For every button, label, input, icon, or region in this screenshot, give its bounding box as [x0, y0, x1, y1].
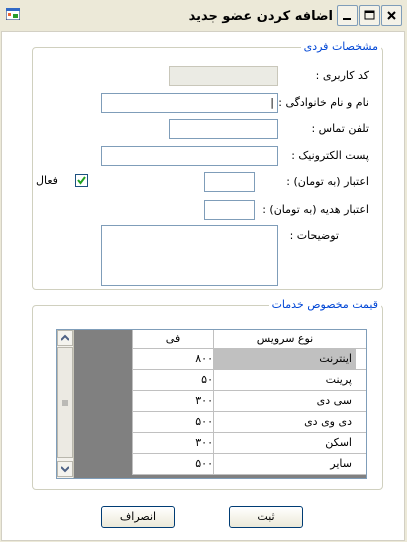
submit-button[interactable]: ثبت	[229, 506, 303, 528]
service-cell[interactable]: دی وی دی	[213, 412, 356, 433]
arrow-down-icon	[61, 465, 69, 473]
gift-credit-label: اعتبار هدیه (به تومان) :	[262, 203, 369, 216]
fee-cell[interactable]: ۳۰۰	[132, 433, 213, 454]
title-bar	[0, 0, 407, 32]
user-code-field	[169, 66, 278, 86]
close-button[interactable]	[381, 5, 402, 26]
personal-info-group-title: مشخصات فردی	[301, 40, 381, 53]
credit-label: اعتبار (به تومان) :	[286, 175, 369, 188]
scroll-thumb[interactable]	[57, 347, 73, 458]
service-cell[interactable]: اینترنت	[213, 349, 356, 370]
email-label: پست الکترونیک :	[291, 149, 369, 162]
active-checkbox[interactable]	[75, 174, 88, 187]
full-name-label: نام و نام خانوادگی :	[278, 96, 369, 109]
phone-label: تلفن تماس :	[311, 122, 369, 135]
minimize-button[interactable]	[337, 5, 358, 26]
header-corner	[356, 330, 367, 349]
notes-label: توضیحات :	[289, 229, 339, 242]
grip-icon	[62, 400, 68, 406]
pricing-group-title: قیمت مخصوص خدمات	[269, 298, 381, 311]
scroll-up-button[interactable]	[57, 330, 73, 346]
minimize-icon	[341, 9, 354, 22]
phone-field[interactable]	[169, 119, 278, 139]
fee-cell[interactable]: ۵۰	[132, 370, 213, 391]
service-cell[interactable]: سایر	[213, 454, 356, 475]
cancel-button[interactable]: انصراف	[101, 506, 175, 528]
arrow-up-icon	[61, 334, 69, 342]
close-icon	[385, 9, 398, 22]
window-title: اضافه کردن عضو جدید	[188, 9, 333, 24]
gift-credit-field[interactable]	[204, 200, 255, 220]
service-cell[interactable]: سی دی	[213, 391, 356, 412]
credit-field[interactable]	[204, 172, 255, 192]
maximize-icon	[363, 9, 376, 22]
checkmark-icon	[76, 175, 87, 186]
column-header-fee[interactable]: فی	[132, 330, 213, 349]
row-header[interactable]	[356, 391, 367, 412]
service-cell[interactable]: اسکن	[213, 433, 356, 454]
row-header[interactable]	[356, 454, 367, 475]
fee-cell[interactable]: ۵۰۰	[132, 412, 213, 433]
row-header[interactable]	[356, 433, 367, 454]
fee-cell[interactable]: ۸۰۰	[132, 349, 213, 370]
service-price-grid[interactable]	[56, 329, 367, 479]
grid-scrollbar[interactable]	[57, 330, 74, 478]
row-header[interactable]	[356, 349, 367, 370]
app-icon	[6, 8, 20, 20]
maximize-button[interactable]	[359, 5, 380, 26]
user-code-label: کد کاربری :	[315, 69, 369, 82]
service-cell[interactable]: پرینت	[213, 370, 356, 391]
notes-field[interactable]	[101, 225, 278, 286]
scroll-down-button[interactable]	[57, 461, 73, 477]
column-header-service[interactable]: نوع سرویس	[213, 330, 356, 349]
email-field[interactable]	[101, 146, 278, 166]
fee-cell[interactable]: ۵۰۰	[132, 454, 213, 475]
full-name-field[interactable]: |	[101, 93, 278, 113]
fee-cell[interactable]: ۳۰۰	[132, 391, 213, 412]
row-header[interactable]	[356, 412, 367, 433]
active-label: فعال	[36, 174, 58, 187]
row-header[interactable]	[356, 370, 367, 391]
